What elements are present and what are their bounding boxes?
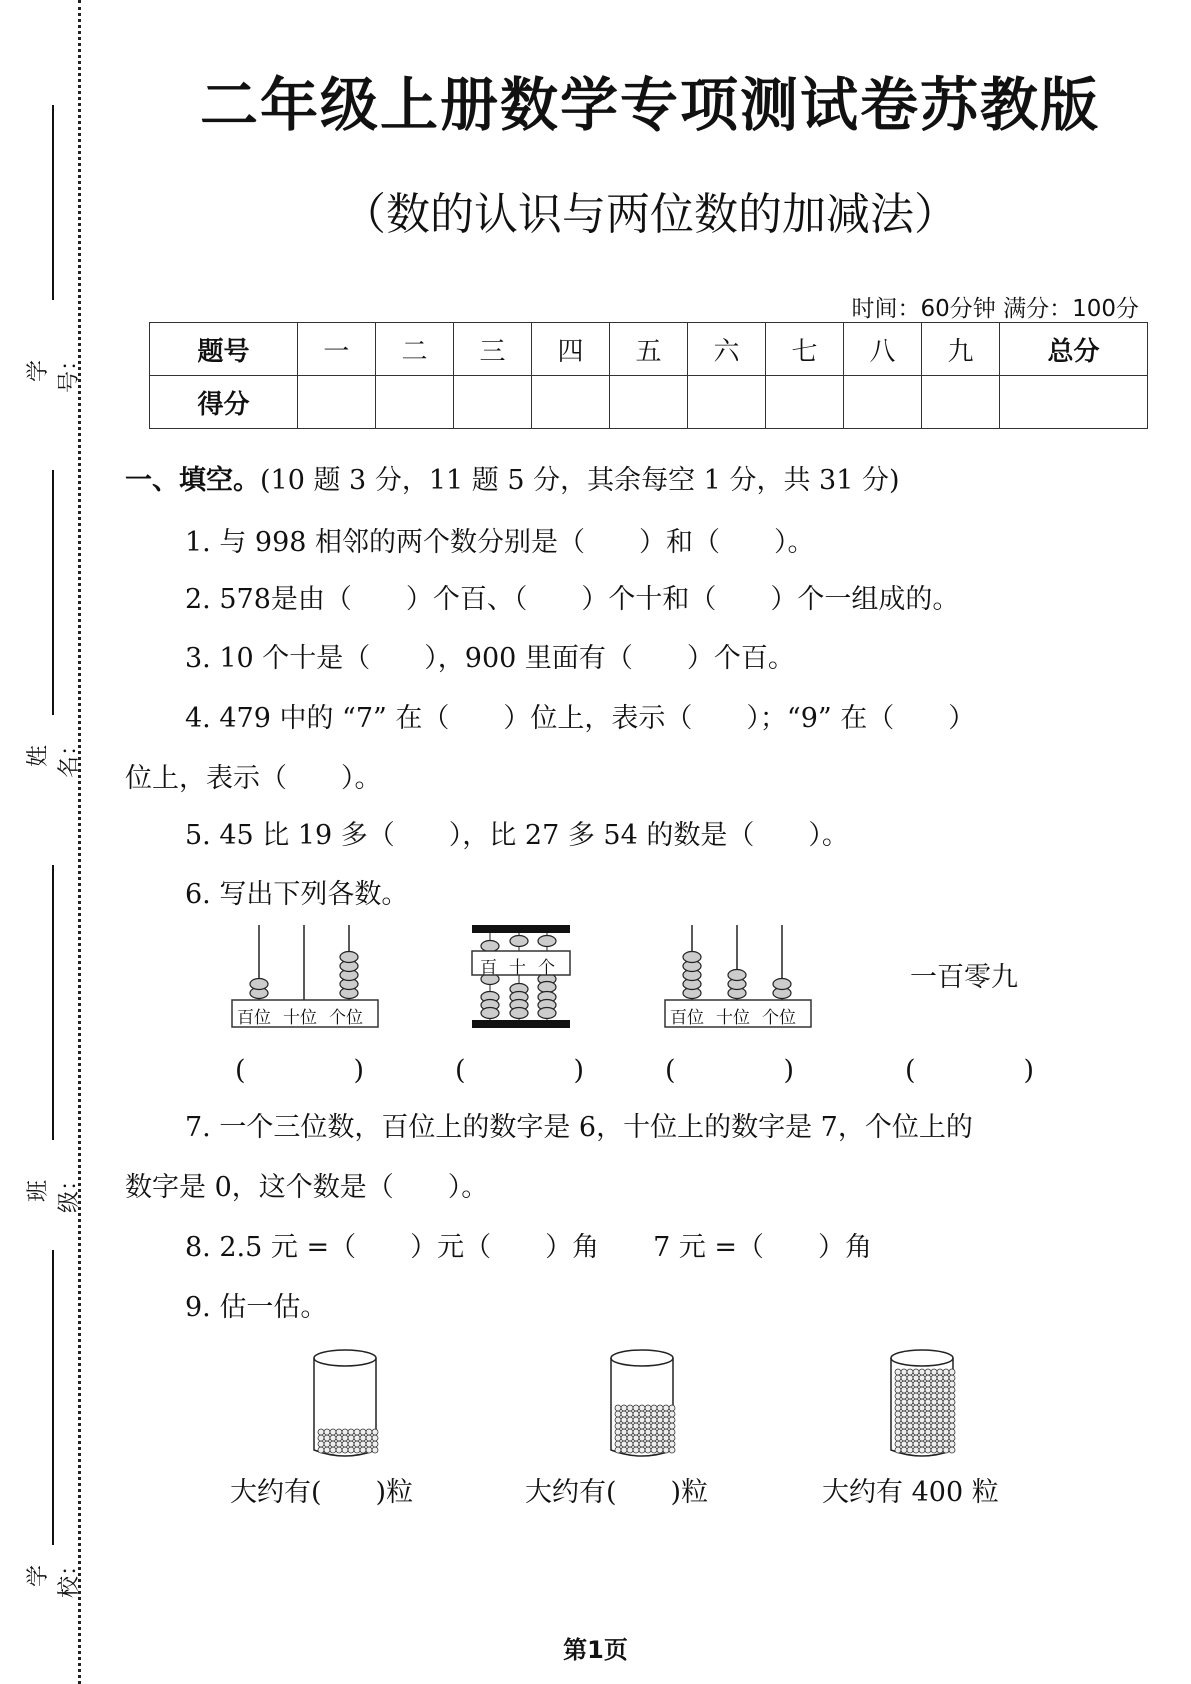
place-label: 个 bbox=[538, 958, 555, 978]
place-label: 个位 bbox=[329, 1008, 363, 1028]
number-word: 一百零九 bbox=[910, 962, 1018, 993]
question-text: 1. 与 998 相邻的两个数分别是（ ）和（ ）。 bbox=[185, 527, 815, 558]
page-subtitle: （数的认识与两位数的加减法） bbox=[342, 189, 958, 240]
place-label: 十位 bbox=[283, 1008, 317, 1028]
question-text: 8. 2.5 元 =（ ）元（ ）角 7 元 =（ ）角 bbox=[185, 1232, 873, 1263]
answer-blank: ( ) bbox=[665, 1055, 795, 1086]
answer-blank: ( ) bbox=[235, 1055, 365, 1086]
page-title: 二年级上册数学专项测试卷苏教版 bbox=[199, 71, 1100, 139]
table-header-cell: 九 bbox=[922, 323, 1000, 376]
abacus-bead bbox=[538, 936, 556, 947]
question-text: 9. 估一估。 bbox=[185, 1292, 328, 1323]
abacus-bead bbox=[481, 1008, 499, 1019]
place-label: 百 bbox=[480, 958, 497, 978]
abacus-bead bbox=[340, 952, 358, 963]
answer-blank: ( ) bbox=[905, 1055, 1035, 1086]
page-number: 第1页 bbox=[563, 1636, 628, 1664]
abacus-bead bbox=[510, 936, 528, 947]
table-header-cell: 四 bbox=[531, 323, 609, 376]
jar-caption: 大约有 400 粒 bbox=[822, 1477, 999, 1508]
abacus-bead bbox=[538, 1008, 556, 1019]
question-text: 数字是 0，这个数是（ ）。 bbox=[125, 1172, 489, 1203]
table-header-cell: 八 bbox=[844, 323, 922, 376]
name-label: 姓名： bbox=[26, 734, 82, 779]
section-note: (10 题 3 分，11 题 5 分，其余每空 1 分，共 31 分) bbox=[260, 465, 900, 496]
abacus-bead bbox=[481, 941, 499, 952]
question-text: 7. 一个三位数，百位上的数字是 6，十位上的数字是 7，个位上的 bbox=[185, 1112, 973, 1143]
question-text: 3. 10 个十是（ ），900 里面有（ ）个百。 bbox=[185, 643, 795, 674]
jar-caption: 大约有( )粒 bbox=[525, 1477, 709, 1508]
class-label: 班级： bbox=[26, 1169, 82, 1214]
place-label: 十 bbox=[509, 958, 526, 978]
question-text: 4. 479 中的 “7” 在（ ）位上，表示（ ）；“9” 在（ ） bbox=[185, 703, 976, 734]
jar-caption: 大约有( )粒 bbox=[230, 1477, 414, 1508]
answer-blank: ( ) bbox=[455, 1055, 585, 1086]
jar-of-beads bbox=[891, 1350, 955, 1456]
table-header-cell: 题号 bbox=[150, 323, 298, 376]
table-header-cell: 三 bbox=[453, 323, 531, 376]
jar-of-beads bbox=[611, 1350, 675, 1456]
jar-of-beads bbox=[314, 1350, 378, 1456]
place-label: 百位 bbox=[237, 1008, 271, 1028]
place-label: 个位 bbox=[762, 1008, 796, 1028]
question-text: 位上，表示（ ）。 bbox=[125, 763, 382, 794]
table-header-cell: 总分 bbox=[1000, 323, 1148, 376]
row-label: 得分 bbox=[150, 376, 298, 429]
place-label: 百位 bbox=[670, 1008, 704, 1028]
abacus-bead bbox=[538, 982, 556, 993]
time-info: 时间：60分钟 满分：100分 bbox=[851, 296, 1139, 322]
student-id-label: 学号： bbox=[26, 349, 82, 394]
question-text: 2. 578是由（ ）个百、（ ）个十和（ ）个一组成的。 bbox=[185, 584, 960, 615]
question-text: 6. 写出下列各数。 bbox=[185, 879, 409, 910]
table-header-cell: 一 bbox=[297, 323, 375, 376]
abacus-bead bbox=[773, 979, 791, 990]
place-label: 十位 bbox=[716, 1008, 750, 1028]
abacus-bead bbox=[683, 952, 701, 963]
abacus-bead bbox=[728, 970, 746, 981]
abacus-bead bbox=[250, 979, 268, 990]
question-text: 5. 45 比 19 多（ ），比 27 多 54 的数是（ ）。 bbox=[185, 820, 849, 851]
abacus-bead bbox=[510, 1008, 528, 1019]
table-header-cell: 二 bbox=[375, 323, 453, 376]
school-label: 学校： bbox=[26, 1554, 82, 1599]
section-title: 一、填空。 bbox=[125, 465, 260, 496]
table-header-cell: 五 bbox=[609, 323, 687, 376]
table-header-cell: 六 bbox=[688, 323, 766, 376]
table-header-cell: 七 bbox=[766, 323, 844, 376]
